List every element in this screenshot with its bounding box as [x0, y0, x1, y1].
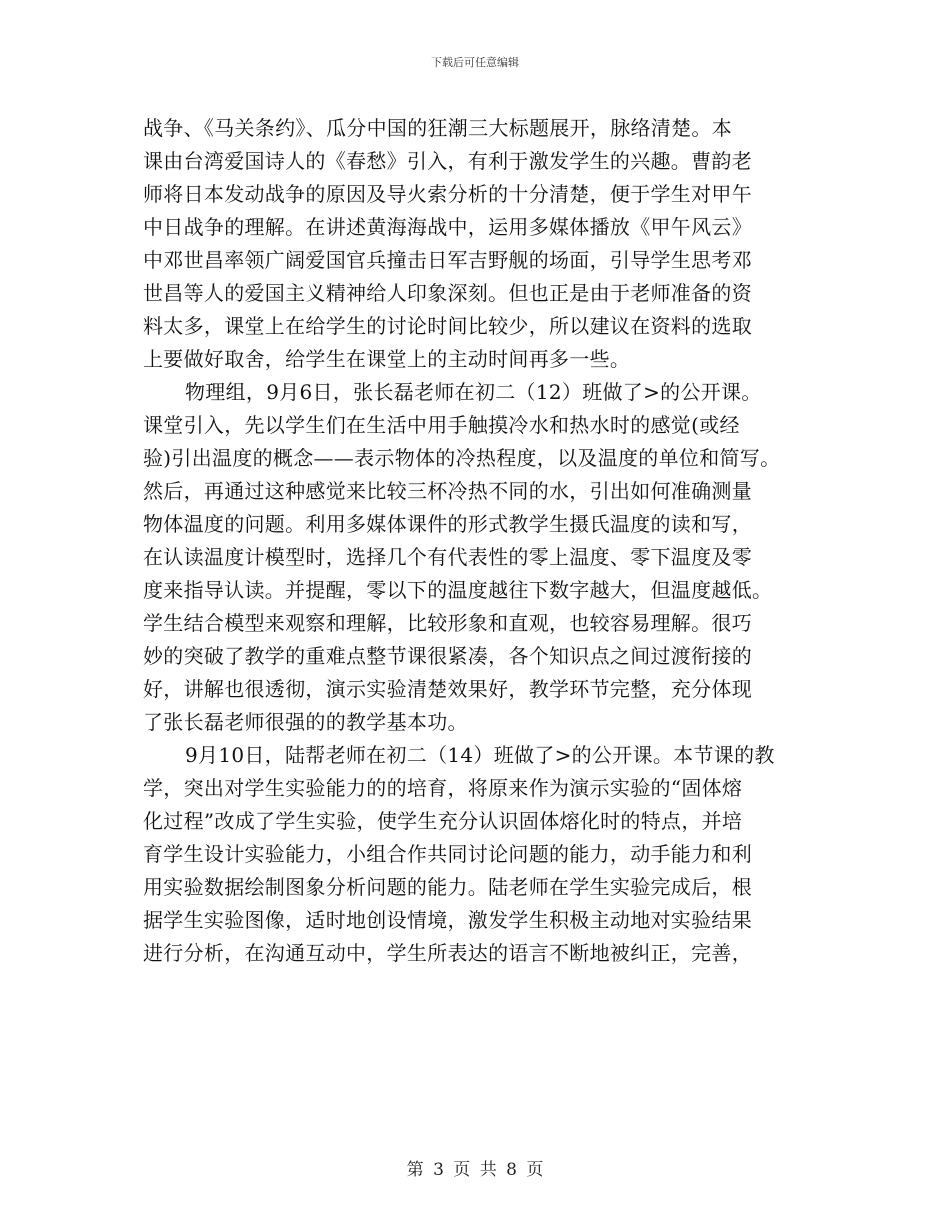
text-line: 用实验数据绘制图象分析问题的能力。陆老师在学生实验完成后，根 — [143, 875, 752, 899]
text-line: 度来指导认读。并提醒，零以下的温度越往下数字越大，但温度越低。 — [143, 578, 773, 602]
text-line: 中日战争的理解。在讲述黄海海战中，运用多媒体播放《甲午风云》 — [143, 215, 752, 239]
text-line: 物体温度的问题。利用多媒体课件的形式教学生摄氏温度的读和写， — [143, 512, 752, 536]
page-number-footer: 第 3 页 共 8 页 — [406, 1160, 544, 1180]
text-line: 然后，再通过这种感觉来比较三杯冷热不同的水，引出如何准确测量 — [143, 479, 752, 503]
text-line: 料太多，课堂上在给学生的讨论时间比较少，所以建议在资料的选取 — [143, 314, 752, 338]
text-line: 战争、《马关条约》、瓜分中国的狂潮三大标题展开，脉络清楚。本 — [143, 116, 732, 140]
paragraph-start-line: 9月10日，陆帮老师在初二（14）班做了>的公开课。本节课的教 — [185, 743, 775, 767]
text-line: 在认读温度计模型时，选择几个有代表性的零上温度、零下温度及零 — [143, 545, 752, 569]
document-body — [143, 112, 843, 970]
text-line: 世昌等人的爱国主义精神给人印象深刻。但也正是由于老师准备的资 — [143, 281, 752, 305]
text-line: 课堂引入，先以学生们在生活中用手触摸冷水和热水时的感觉(或经 — [143, 413, 740, 437]
text-line: 据学生实验图像，适时地创设情境，激发学生积极主动地对实验结果 — [143, 908, 752, 932]
text-line: 好，讲解也很透彻，演示实验清楚效果好，教学环节完整，充分体现 — [143, 677, 752, 701]
text-line: 进行分析，在沟通互动中，学生所表达的语言不断地被纠正，完善， — [143, 941, 752, 965]
text-line: 课由台湾爱国诗人的《春愁》引入，有利于激发学生的兴趣。曹韵老 — [143, 149, 752, 173]
text-line: 了张长磊老师很强的的教学基本功。 — [143, 710, 468, 734]
text-line: 妙的突破了教学的重难点整节课很紧凑，各个知识点之间过渡衔接的 — [143, 644, 752, 668]
page-header: 下载后可任意编辑 — [431, 56, 519, 69]
text-line: 师将日本发动战争的原因及导火索分析的十分清楚，便于学生对甲午 — [143, 182, 752, 206]
text-line: 验)引出温度的概念——表示物体的冷热程度，以及温度的单位和简写。 — [143, 446, 781, 470]
text-line: 上要做好取舍，给学生在课堂上的主动时间再多一些。 — [143, 347, 631, 371]
text-line: 育学生设计实验能力，小组合作共同讨论问题的能力，动手能力和利 — [143, 842, 752, 866]
text-line: 化过程”改成了学生实验，使学生充分认识固体熔化时的特点，并培 — [143, 809, 743, 833]
paragraph-start-line: 物理组，9月6日，张长磊老师在初二（12）班做了>的公开课。 — [185, 380, 762, 404]
text-line: 学生结合模型来观察和理解，比较形象和直观，也较容易理解。很巧 — [143, 611, 752, 635]
text-line: 学，突出对学生实验能力的的培育，将原来作为演示实验的“固体熔 — [143, 776, 743, 800]
text-line: 中邓世昌率领广阔爱国官兵撞击日军吉野舰的场面，引导学生思考邓 — [143, 248, 752, 272]
